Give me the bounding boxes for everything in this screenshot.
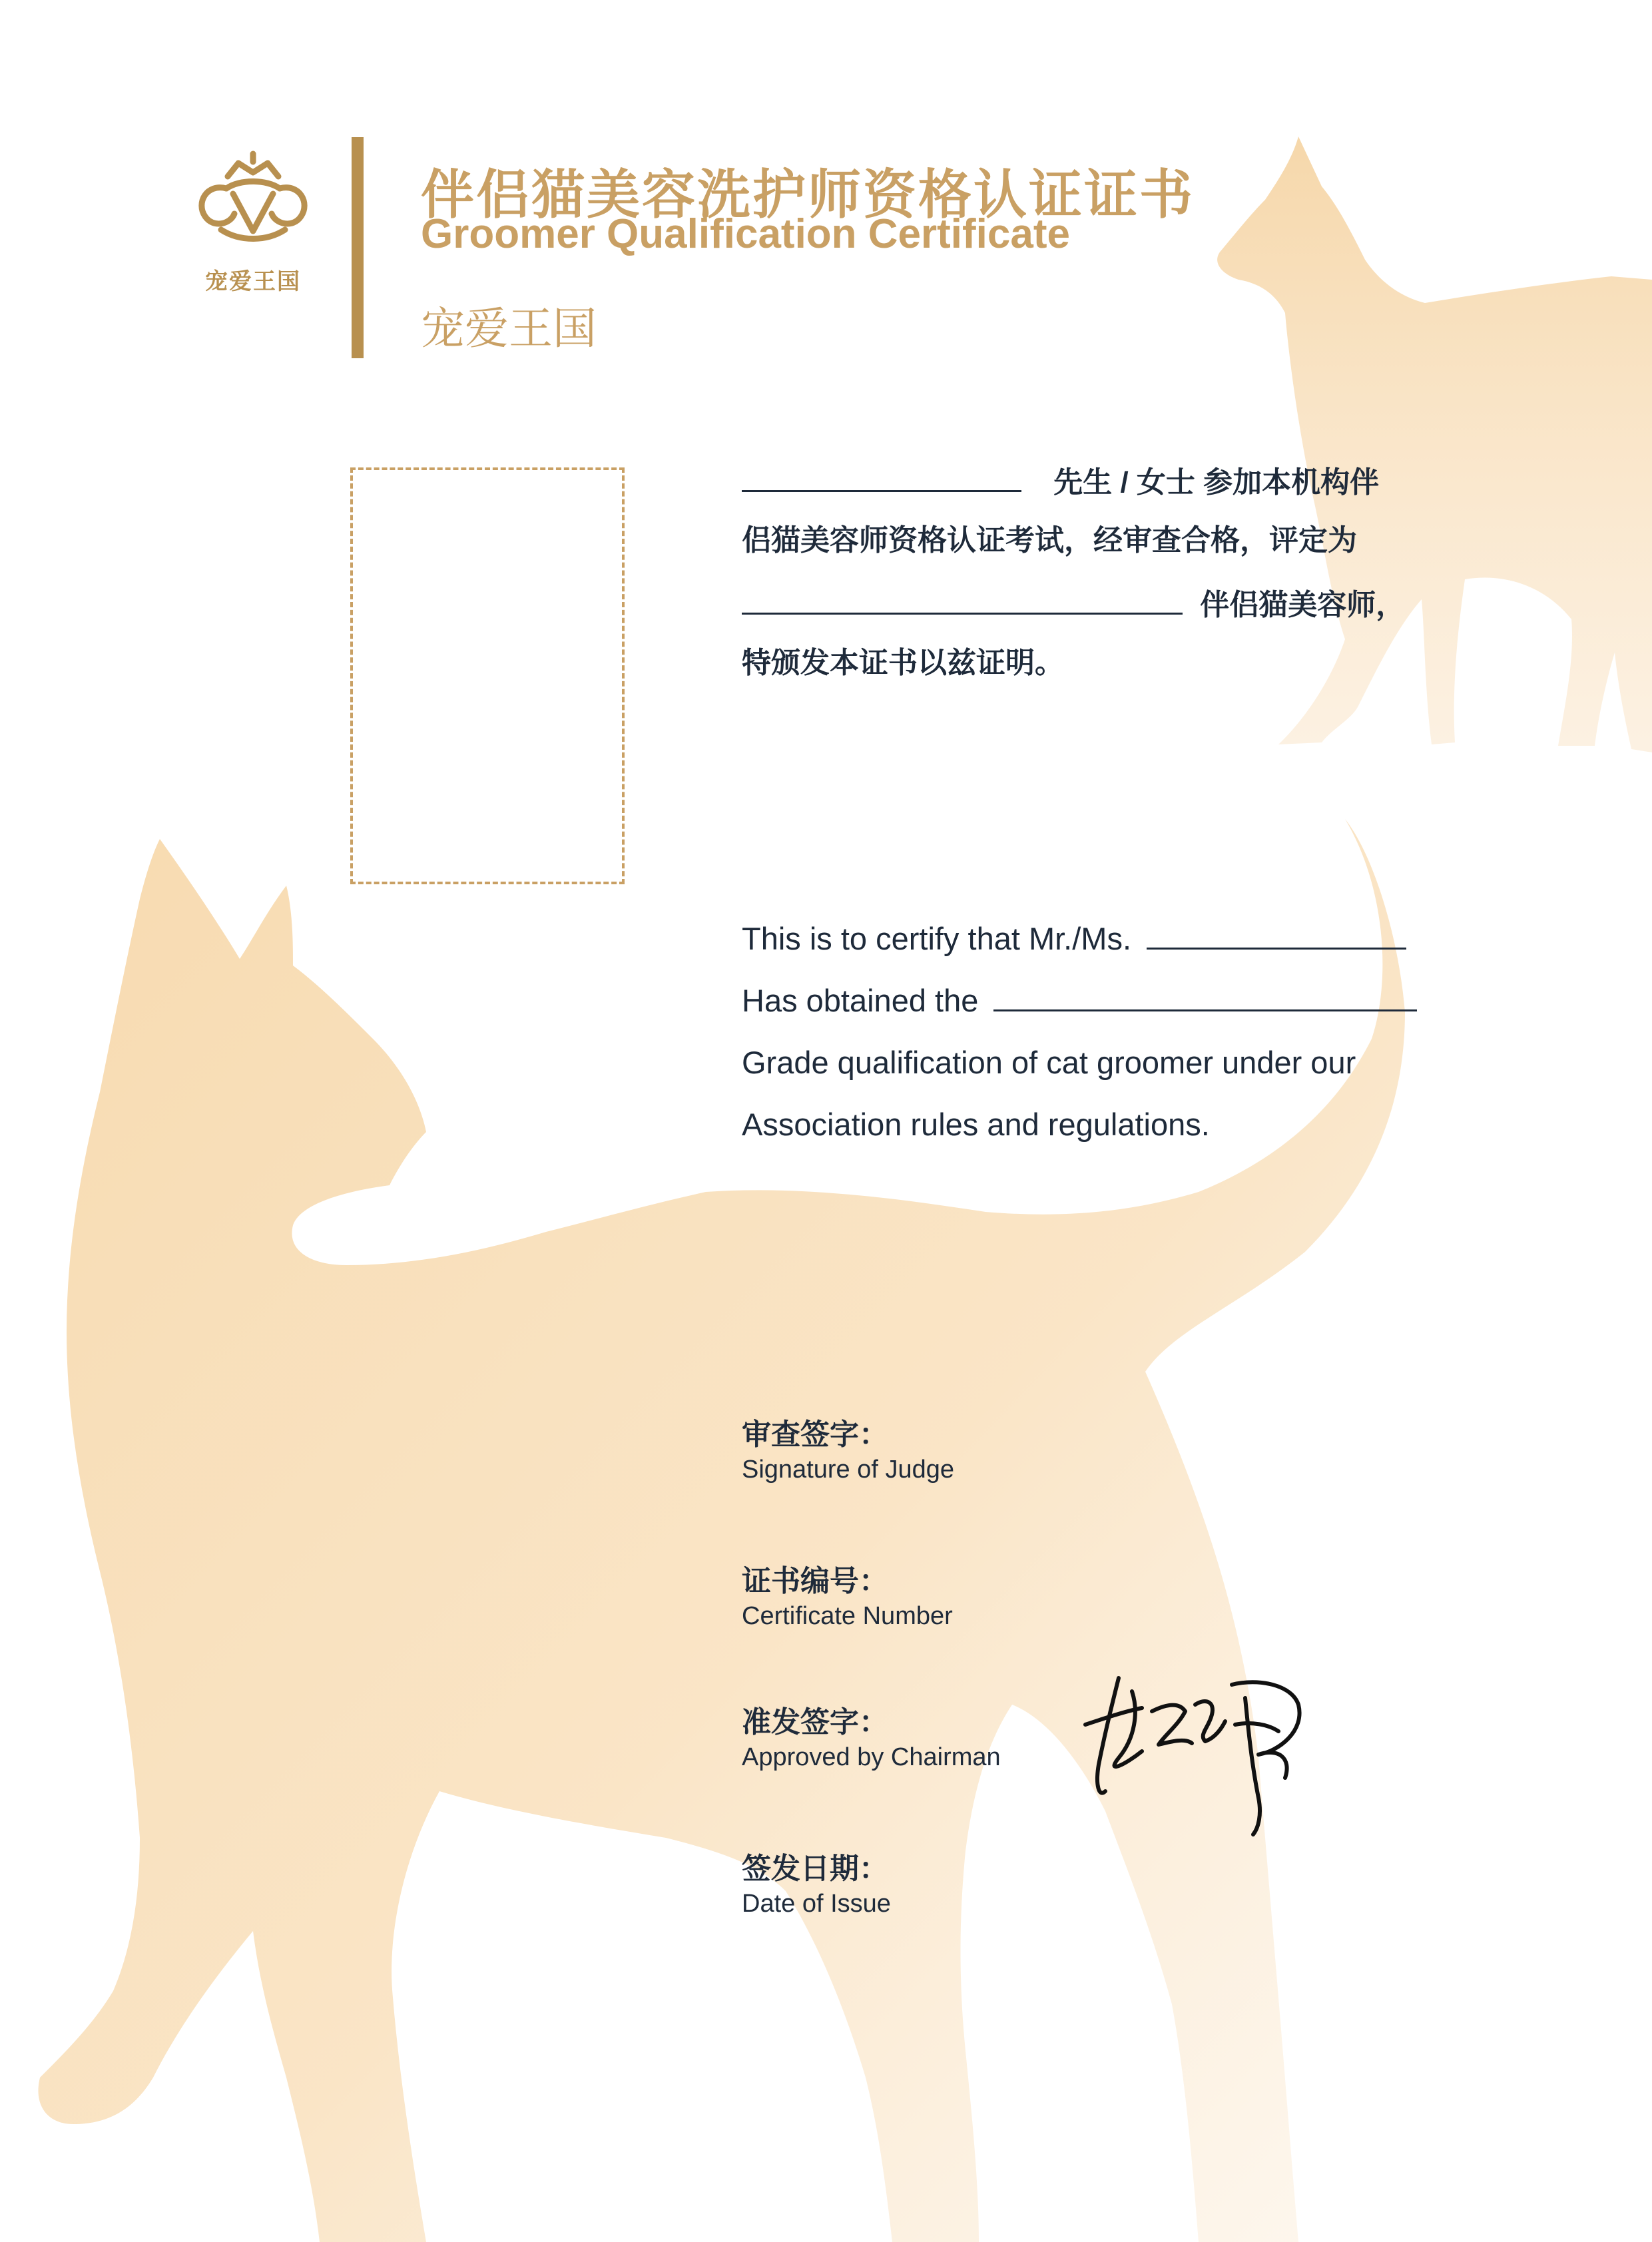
body-en-line-2	[742, 978, 1417, 1024]
small-cat-silhouette	[1217, 137, 1652, 752]
header-divider	[352, 137, 364, 358]
certificate-number	[742, 1557, 953, 1631]
body-cn-line-1	[742, 459, 1379, 499]
signature-mark	[1079, 1665, 1332, 1838]
certificate-number-label-en: Certificate Number	[742, 1602, 953, 1630]
logo	[186, 150, 320, 296]
signature-chairman-label-en: Approved by Chairman	[742, 1743, 1001, 1771]
signature-chairman-label-cn: 准发签字：	[742, 1706, 888, 1739]
signature-chairman	[742, 1698, 1001, 1772]
body-cn-line-4: 特颁发本证书以兹证明。	[742, 647, 1064, 679]
body-en-line-4: Association rules and regulations.	[742, 1107, 1210, 1142]
name-blank-cn	[742, 459, 1021, 492]
body-en-line-3: Grade qualification of cat groomer under our	[742, 1045, 1356, 1080]
certificate-number-label-cn: 证书编号：	[742, 1565, 888, 1597]
body-cn-line-2: 侣猫美容师资格认证考试，经审查合格，评定为	[742, 524, 1357, 557]
signature-judge	[742, 1410, 954, 1484]
title-chinese: 伴侣猫美容洗护师资格认证证书	[421, 165, 1195, 224]
large-cat-silhouette	[38, 819, 1405, 2242]
body-cn-text-3: 伴侣猫美容师，	[1200, 589, 1406, 621]
body-cn-text-1: 先生 / 女士 参加本机构伴	[1053, 466, 1380, 499]
grade-blank-en	[993, 979, 1417, 1011]
body-cn-line-3	[742, 582, 1405, 622]
issue-date	[742, 1844, 891, 1918]
photo-placeholder	[350, 467, 625, 884]
issue-date-label-en: Date of Issue	[742, 1890, 891, 1918]
organization-name: 宠爱王国	[421, 304, 597, 353]
issue-date-label-cn: 签发日期：	[742, 1852, 888, 1885]
body-en-text-1: This is to certify that Mr./Ms.	[742, 921, 1131, 956]
body-en-line-1	[742, 916, 1406, 962]
signature-judge-label-en: Signature of Judge	[742, 1456, 955, 1484]
crown-logo-icon	[186, 150, 320, 256]
grade-blank-cn	[742, 582, 1183, 615]
name-blank-en	[1147, 917, 1406, 950]
title-english: Groomer Qualification Certificate	[421, 211, 1070, 257]
signature-judge-label-cn: 审查签字：	[742, 1418, 888, 1451]
logo-text: 宠爱王国	[205, 269, 301, 294]
body-en-text-2: Has obtained the	[742, 983, 979, 1018]
